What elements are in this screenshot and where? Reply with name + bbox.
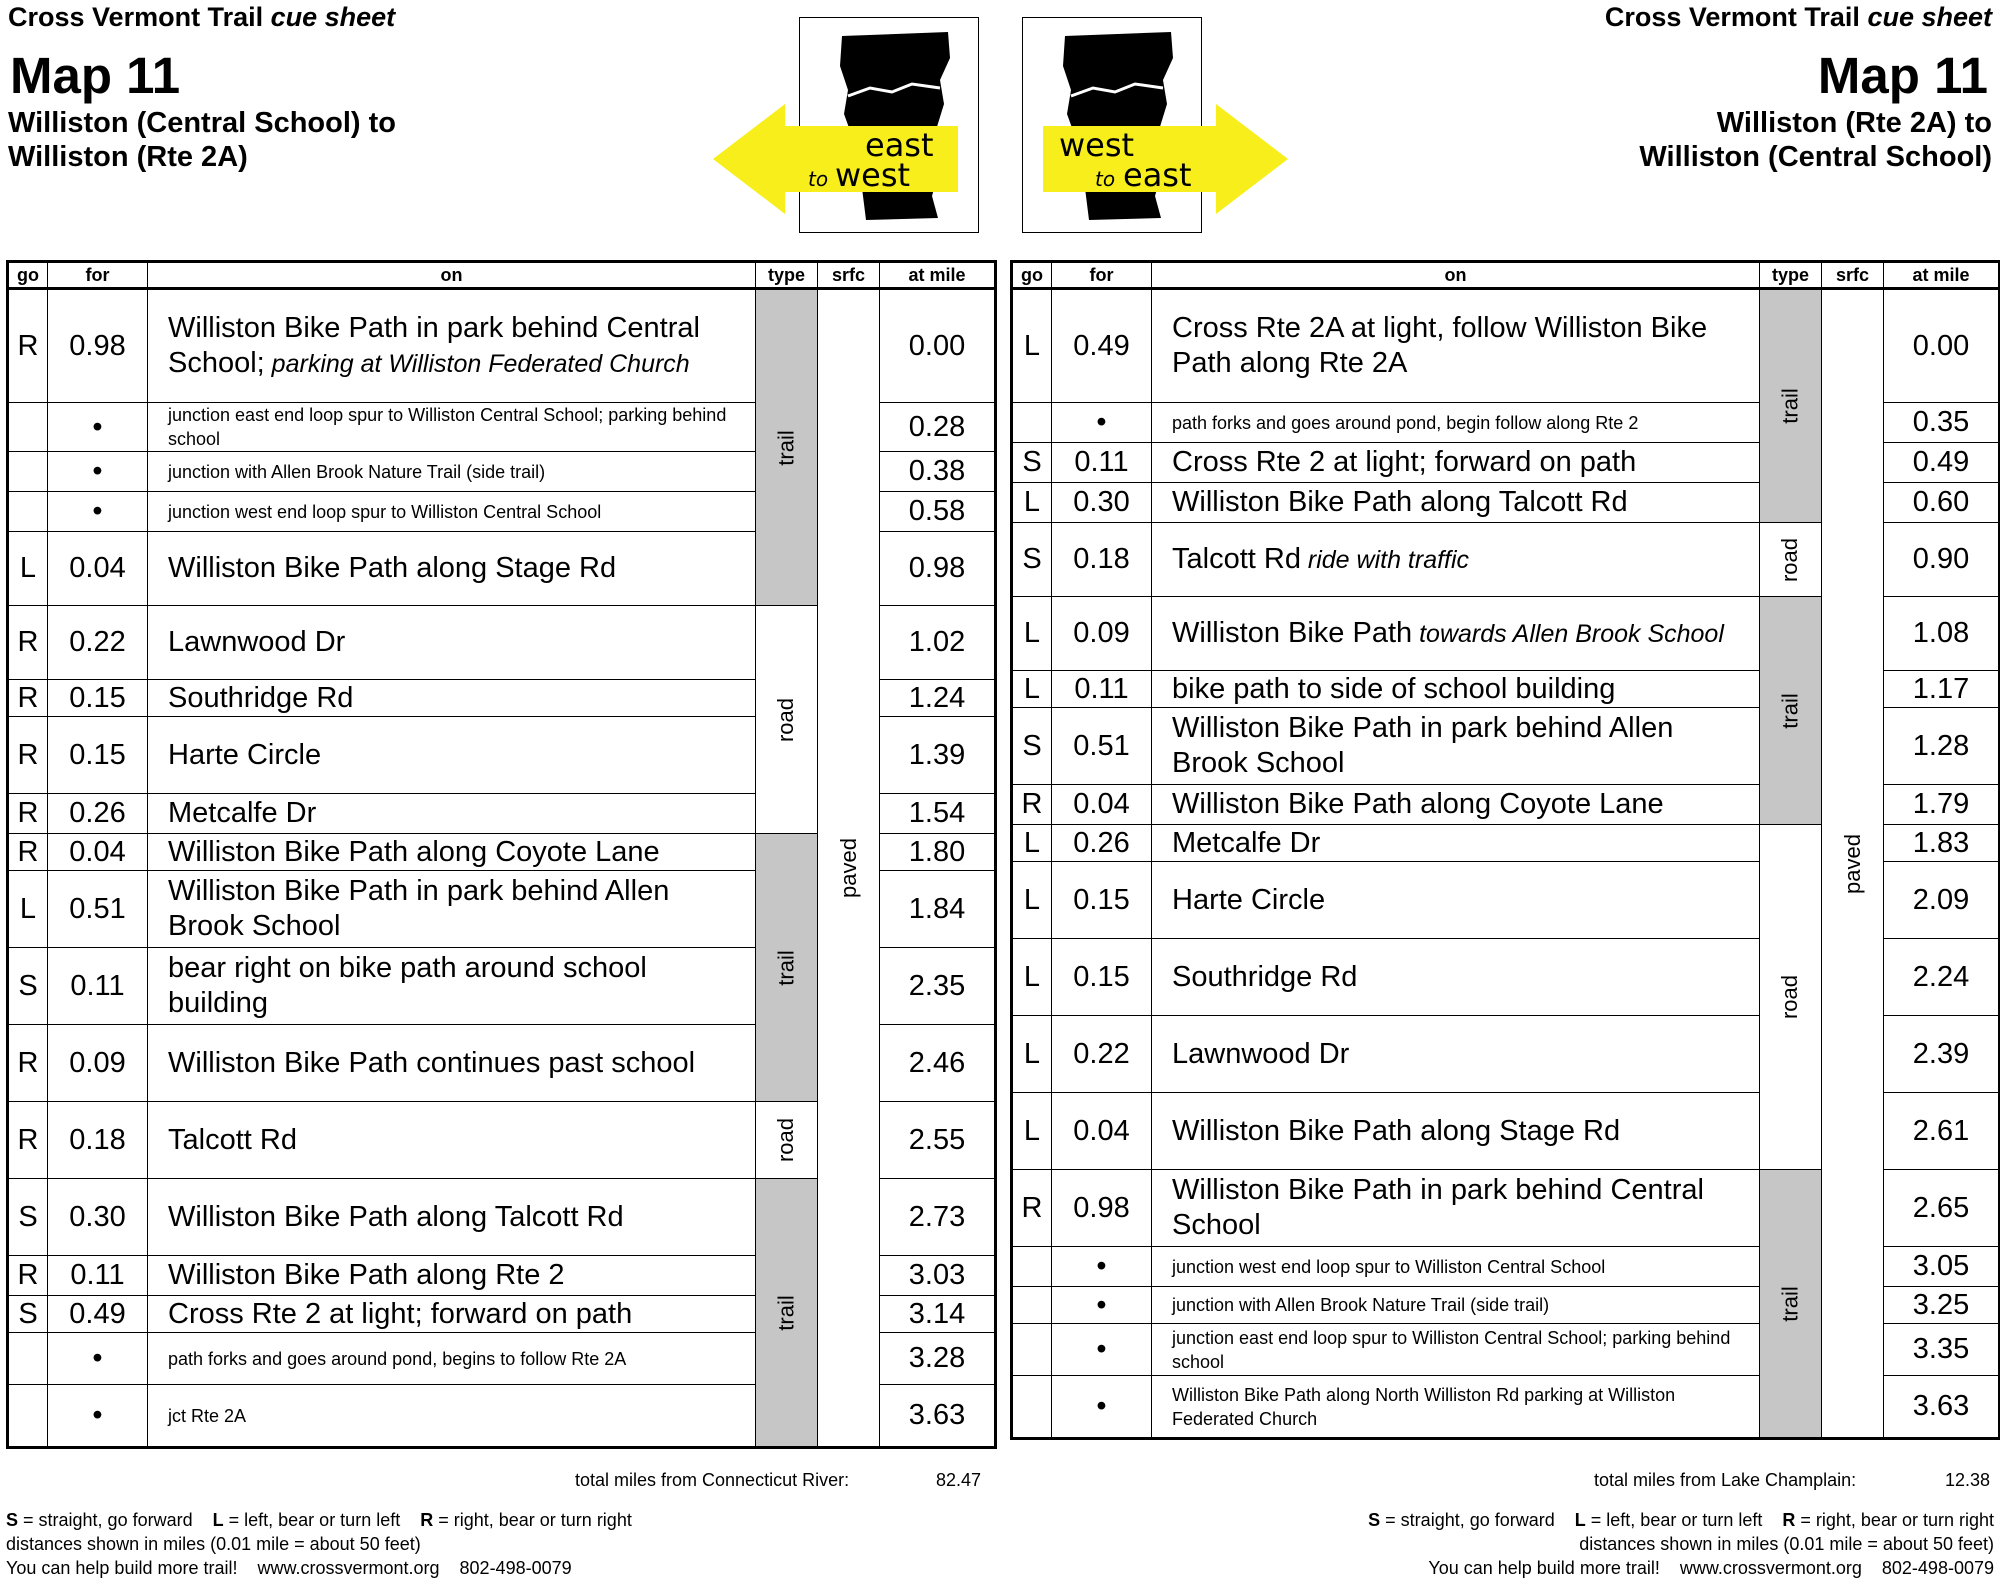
surface-type-cell <box>756 606 818 834</box>
mile-marker-cell: 2.39 <box>1884 1016 2000 1093</box>
route-text: Williston Bike Path along North Williston Rd parking at Williston Federated Church <box>1172 1384 1676 1429</box>
route-text: bike path to side of school building <box>1172 672 1616 705</box>
route-text: Lawnwood Dr <box>168 626 346 658</box>
route-text: Cross Rte 2 at light; forward on path <box>168 1297 633 1330</box>
route-description-cell <box>148 492 756 532</box>
surface-type-cell <box>756 289 818 606</box>
table-row <box>1012 289 2000 403</box>
legend-l-text: = left, bear or turn left <box>223 1510 401 1530</box>
surface-type-cell <box>1760 289 1822 523</box>
mile-marker-cell: 2.73 <box>880 1179 996 1256</box>
route-description-cell <box>148 1025 756 1102</box>
route-description-cell <box>148 403 756 452</box>
route-text: Williston Bike Path along Coyote Lane <box>1172 788 1664 820</box>
route-text: Harte Circle <box>1172 883 1326 916</box>
route-description-cell <box>1152 1324 1760 1376</box>
legend-l-text: = left, bear or turn left <box>1585 1510 1763 1530</box>
mile-marker-cell: 1.84 <box>880 871 996 948</box>
mile-marker-cell: 0.49 <box>1884 443 2000 483</box>
mile-marker-cell: 1.17 <box>1884 671 2000 708</box>
route-description-cell <box>148 794 756 834</box>
mile-marker-cell: 0.38 <box>880 452 996 492</box>
route-text: Williston Bike Path along Coyote Lane <box>168 835 660 868</box>
column-header-go: go <box>1012 262 1052 289</box>
route-text: Lawnwood Dr <box>1172 1037 1350 1070</box>
distance-cell: • <box>1052 1324 1152 1376</box>
right-map-title: Map 11 <box>1817 47 1988 104</box>
route-description-cell <box>148 1296 756 1333</box>
column-header-on: on <box>148 262 756 289</box>
route-text: Talcott Rd <box>1172 542 1301 575</box>
direction-cell: R <box>8 717 48 794</box>
distance-cell: 0.11 <box>1052 671 1152 708</box>
direction-cell <box>1012 1376 1052 1439</box>
route-text: Williston Bike Path along Stage Rd <box>1172 1114 1621 1147</box>
direction-cell: L <box>1012 671 1052 708</box>
mile-marker-cell: 2.09 <box>1884 862 2000 939</box>
route-text: junction with Allen Brook Nature Trail (side trail) <box>168 461 546 482</box>
distance-cell: • <box>1052 1376 1152 1439</box>
route-text: Talcott Rd <box>168 1123 297 1156</box>
distance-cell: • <box>48 452 148 492</box>
mile-marker-cell: 1.08 <box>1884 597 2000 671</box>
legend-s-key: S <box>6 1510 19 1530</box>
distance-cell: 0.15 <box>1052 939 1152 1016</box>
route-description-cell <box>1152 289 1760 403</box>
route-description-cell <box>148 1179 756 1256</box>
direction-cell: S <box>8 948 48 1025</box>
route-description-cell <box>1152 1170 1760 1247</box>
mile-marker-cell: 0.60 <box>1884 483 2000 523</box>
left-map-title: Map 11 <box>10 47 181 104</box>
route-description-cell <box>1152 1287 1760 1324</box>
route-description-cell <box>148 948 756 1025</box>
surface-type-label: road <box>1777 537 1803 582</box>
route-text: Williston Bike Path along Rte 2 <box>168 1259 565 1291</box>
left-total-label: total miles from Connecticut River: <box>575 1470 850 1490</box>
arrow-left-word-bottom: west <box>835 156 911 194</box>
right-subtitle <box>1639 106 1992 174</box>
distance-cell: 0.11 <box>48 948 148 1025</box>
mile-marker-cell: 1.24 <box>880 680 996 717</box>
route-text: Metcalfe Dr <box>168 797 317 829</box>
distance-cell: 0.11 <box>48 1256 148 1296</box>
surface-label: paved <box>835 838 861 898</box>
distance-cell: 0.15 <box>48 680 148 717</box>
distance-cell: • <box>48 1385 148 1448</box>
mile-marker-cell: 2.61 <box>1884 1093 2000 1170</box>
direction-cell <box>1012 1287 1052 1324</box>
mile-marker-cell: 3.35 <box>1884 1324 2000 1376</box>
distance-cell: 0.30 <box>48 1179 148 1256</box>
mile-marker-cell: 2.24 <box>1884 939 2000 1016</box>
direction-cell: L <box>8 871 48 948</box>
direction-cell <box>1012 1247 1052 1287</box>
distance-cell: • <box>1052 1287 1152 1324</box>
distance-cell: 0.49 <box>1052 289 1152 403</box>
direction-cell: R <box>8 794 48 834</box>
distance-cell: • <box>48 403 148 452</box>
route-text: junction east end loop spur to Williston Central School; parking behind school <box>168 405 727 449</box>
route-description-cell <box>1152 939 1760 1016</box>
left-source-title <box>8 2 395 33</box>
route-note: towards Allen Brook School <box>1412 619 1724 648</box>
surface-type-label: road <box>1777 974 1803 1020</box>
route-text: Williston Bike Path in park behind Allen Brook School <box>1172 712 1674 779</box>
direction-cell <box>8 452 48 492</box>
route-text: Metcalfe Dr <box>1172 826 1321 859</box>
mile-marker-cell: 2.65 <box>1884 1170 2000 1247</box>
distance-cell: • <box>1052 1247 1152 1287</box>
direction-cell: S <box>8 1179 48 1256</box>
east-to-west-arrow-icon <box>713 104 958 214</box>
right-legend <box>1368 1508 1994 1580</box>
right-subtitle-line2: Williston (Central School) <box>1639 141 1992 173</box>
distance-cell: 0.26 <box>1052 825 1152 862</box>
surface-type-label: road <box>773 1117 799 1163</box>
mile-marker-cell: 0.35 <box>1884 403 2000 443</box>
arrow-right-word-top: west <box>1059 126 1135 164</box>
route-text: Williston Bike Path <box>1172 616 1413 649</box>
mile-marker-cell: 3.14 <box>880 1296 996 1333</box>
arrow-left-word-top: east <box>865 126 934 164</box>
route-note: ride with traffic <box>1300 545 1470 574</box>
route-text: junction west end loop spur to Williston Central School <box>1172 1256 1606 1277</box>
surface-type-cell <box>1760 1170 1822 1439</box>
mile-marker-cell: 0.98 <box>880 532 996 606</box>
route-description-cell <box>148 717 756 794</box>
route-text: junction west end loop spur to Williston Central School <box>168 501 602 522</box>
distance-cell: 0.15 <box>1052 862 1152 939</box>
route-text: bear right on bike path around school building <box>168 952 647 1019</box>
arrow-right-word-bottom: east <box>1123 156 1192 194</box>
legend-r-text: = right, bear or turn right <box>1795 1510 1994 1530</box>
route-description-cell <box>1152 1093 1760 1170</box>
distance-cell: 0.18 <box>48 1102 148 1179</box>
direction-cell: L <box>1012 1016 1052 1093</box>
route-text: Cross Rte 2 at light; forward on path <box>1172 446 1637 478</box>
distance-cell: 0.18 <box>1052 523 1152 597</box>
mile-marker-cell: 1.79 <box>1884 785 2000 825</box>
right-legend-line2: distances shown in miles (0.01 mile = about 50 feet) <box>1579 1534 1994 1554</box>
direction-cell: L <box>1012 862 1052 939</box>
route-description-cell <box>1152 1376 1760 1439</box>
column-header-for: for <box>48 262 148 289</box>
route-description-cell <box>148 606 756 680</box>
mile-marker-cell: 0.00 <box>1884 289 2000 403</box>
mile-marker-cell: 3.03 <box>880 1256 996 1296</box>
legend-l-key: L <box>1574 1510 1586 1530</box>
route-text: junction with Allen Brook Nature Trail (side trail) <box>1172 1295 1550 1315</box>
left-subtitle-line1: Williston (Central School) to <box>8 107 397 139</box>
route-text: jct Rte 2A <box>168 1405 247 1426</box>
surface-type-label: trail <box>773 429 799 466</box>
legend-s-text: = straight, go forward <box>18 1510 193 1530</box>
distance-cell: • <box>1052 403 1152 443</box>
route-description-cell <box>148 452 756 492</box>
mile-marker-cell: 3.63 <box>880 1385 996 1448</box>
route-description-cell <box>1152 785 1760 825</box>
direction-cell <box>1012 1324 1052 1376</box>
direction-cell: R <box>1012 785 1052 825</box>
column-header-srfc: srfc <box>818 262 880 289</box>
surface-cell <box>1822 289 1884 1439</box>
left-legend-line2: distances shown in miles (0.01 mile = about 50 feet) <box>6 1534 421 1554</box>
mile-marker-cell: 1.39 <box>880 717 996 794</box>
route-description-cell <box>148 1333 756 1385</box>
right-source-name: Cross Vermont Trail <box>1604 2 1860 32</box>
mile-marker-cell: 2.55 <box>880 1102 996 1179</box>
route-description-cell <box>148 1385 756 1448</box>
route-description-cell <box>1152 523 1760 597</box>
mile-marker-cell: 1.02 <box>880 606 996 680</box>
direction-cell: L <box>1012 939 1052 1016</box>
right-legend-line3: You can help build more trail! www.crossvermont.org 802-498-0079 <box>1428 1558 1994 1578</box>
arrow-left-word-to: to <box>808 167 829 191</box>
left-subtitle-line2: Williston (Rte 2A) <box>8 141 248 173</box>
distance-cell: 0.09 <box>48 1025 148 1102</box>
left-source-suffix: cue sheet <box>270 2 396 32</box>
mile-marker-cell: 2.35 <box>880 948 996 1025</box>
left-legend-line1 <box>6 1508 632 1532</box>
legend-r-key: R <box>420 1510 434 1530</box>
column-header-type: type <box>1760 262 1822 289</box>
mile-marker-cell: 1.54 <box>880 794 996 834</box>
direction-cell: R <box>8 1256 48 1296</box>
distance-cell: 0.04 <box>48 834 148 871</box>
arrow-right-word-to: to <box>1095 167 1116 191</box>
route-text: Cross Rte 2A at light, follow Williston Bike Path along Rte 2A <box>1172 312 1708 379</box>
route-text: Williston Bike Path continues past school <box>168 1046 696 1079</box>
left-cue-table <box>6 260 997 1449</box>
column-header-at-mile: at mile <box>880 262 996 289</box>
distance-cell: 0.49 <box>48 1296 148 1333</box>
route-text: path forks and goes around pond, begins to follow Rte 2A <box>168 1348 627 1369</box>
mile-marker-cell: 3.63 <box>1884 1376 2000 1439</box>
direction-cell: S <box>1012 523 1052 597</box>
route-text: Williston Bike Path in park behind Central School; <box>168 311 700 379</box>
distance-cell: 0.22 <box>1052 1016 1152 1093</box>
route-text: junction east end loop spur to Williston Central School; parking behind school <box>1172 1327 1731 1372</box>
direction-cell: L <box>1012 597 1052 671</box>
mile-marker-cell: 3.28 <box>880 1333 996 1385</box>
direction-cell: L <box>1012 1093 1052 1170</box>
route-description-cell <box>1152 1247 1760 1287</box>
route-text: Southridge Rd <box>168 681 354 714</box>
route-description-cell <box>1152 825 1760 862</box>
legend-r-key: R <box>1782 1510 1796 1530</box>
distance-cell: 0.15 <box>48 717 148 794</box>
column-header-on: on <box>1152 262 1760 289</box>
distance-cell: 0.22 <box>48 606 148 680</box>
direction-cell: R <box>8 1025 48 1102</box>
right-source-suffix: cue sheet <box>1867 2 1992 32</box>
direction-cell: L <box>8 532 48 606</box>
route-text: Williston Bike Path in park behind Central School <box>1172 1174 1704 1241</box>
left-source-name: Cross Vermont Trail <box>8 2 264 32</box>
distance-cell: 0.51 <box>1052 708 1152 785</box>
route-description-cell <box>1152 597 1760 671</box>
table-header-row <box>1012 262 2000 289</box>
legend-r-text: = right, bear or turn right <box>433 1510 632 1530</box>
direction-cell: R <box>8 1102 48 1179</box>
column-header-type: type <box>756 262 818 289</box>
route-description-cell <box>148 1256 756 1296</box>
surface-type-label: road <box>773 697 799 742</box>
west-to-east-arrow-icon <box>1043 104 1288 214</box>
direction-cell <box>8 1333 48 1385</box>
surface-type-cell <box>1760 523 1822 597</box>
route-description-cell <box>1152 1016 1760 1093</box>
direction-cell: R <box>8 606 48 680</box>
legend-s-key: S <box>1368 1510 1381 1530</box>
surface-type-label: trail <box>773 1294 799 1331</box>
distance-cell: • <box>48 492 148 532</box>
direction-cell: R <box>1012 1170 1052 1247</box>
direction-cell <box>8 403 48 452</box>
column-header-for: for <box>1052 262 1152 289</box>
route-description-cell <box>1152 443 1760 483</box>
surface-type-cell <box>1760 825 1822 1170</box>
route-description-cell <box>1152 708 1760 785</box>
mile-marker-cell: 1.80 <box>880 834 996 871</box>
distance-cell: 0.98 <box>48 289 148 403</box>
table-header-row <box>8 262 996 289</box>
right-total-value: 12.38 <box>1945 1470 1991 1490</box>
mile-marker-cell: 3.05 <box>1884 1247 2000 1287</box>
surface-type-label: trail <box>1777 692 1803 729</box>
direction-cell: S <box>8 1296 48 1333</box>
route-text: Williston Bike Path along Talcott Rd <box>1172 486 1628 518</box>
route-text: path forks and goes around pond, begin follow along Rte 2 <box>1172 412 1639 433</box>
distance-cell: 0.04 <box>48 532 148 606</box>
direction-cell <box>8 492 48 532</box>
route-note: parking at Williston Federated Church <box>264 349 690 378</box>
route-description-cell <box>1152 671 1760 708</box>
right-cue-table <box>1010 260 2000 1440</box>
distance-cell: 0.04 <box>1052 1093 1152 1170</box>
route-text: Williston Bike Path in park behind Allen Brook School <box>168 875 670 942</box>
direction-cell <box>1012 403 1052 443</box>
mile-marker-cell: 0.00 <box>880 289 996 403</box>
column-header-go: go <box>8 262 48 289</box>
route-description-cell <box>1152 483 1760 523</box>
right-total-label: total miles from Lake Champlain: <box>1594 1470 1857 1490</box>
route-text: Southridge Rd <box>1172 960 1358 993</box>
direction-cell <box>8 1385 48 1448</box>
left-legend <box>6 1508 632 1580</box>
distance-cell: 0.04 <box>1052 785 1152 825</box>
distance-cell: 0.11 <box>1052 443 1152 483</box>
route-description-cell <box>148 1102 756 1179</box>
mile-marker-cell: 3.25 <box>1884 1287 2000 1324</box>
distance-cell: 0.98 <box>1052 1170 1152 1247</box>
mile-marker-cell: 1.28 <box>1884 708 2000 785</box>
route-description-cell <box>1152 403 1760 443</box>
right-legend-line1 <box>1368 1508 1994 1532</box>
mile-marker-cell: 2.46 <box>880 1025 996 1102</box>
direction-cell: S <box>1012 443 1052 483</box>
surface-type-cell <box>756 834 818 1102</box>
distance-cell: 0.26 <box>48 794 148 834</box>
route-description-cell <box>148 680 756 717</box>
right-source-title <box>1605 2 1992 33</box>
left-total-value: 82.47 <box>936 1470 982 1490</box>
route-text: Harte Circle <box>168 738 322 771</box>
route-description-cell <box>148 532 756 606</box>
surface-type-label: trail <box>773 949 799 986</box>
distance-cell: 0.30 <box>1052 483 1152 523</box>
column-header-srfc: srfc <box>1822 262 1884 289</box>
mile-marker-cell: 0.58 <box>880 492 996 532</box>
direction-cell: L <box>1012 825 1052 862</box>
distance-cell: 0.09 <box>1052 597 1152 671</box>
route-description-cell <box>1152 862 1760 939</box>
mile-marker-cell: 0.90 <box>1884 523 2000 597</box>
distance-cell: • <box>48 1333 148 1385</box>
direction-cell: L <box>1012 289 1052 403</box>
legend-s-text: = straight, go forward <box>1380 1510 1555 1530</box>
route-text: Williston Bike Path along Stage Rd <box>168 552 617 584</box>
surface-type-cell <box>756 1179 818 1448</box>
legend-l-key: L <box>212 1510 224 1530</box>
right-subtitle-line1: Williston (Rte 2A) to <box>1716 107 1992 139</box>
surface-type-label: trail <box>1777 388 1803 424</box>
route-description-cell <box>148 871 756 948</box>
left-subtitle <box>8 106 396 174</box>
direction-cell: R <box>8 680 48 717</box>
mile-marker-cell: 1.83 <box>1884 825 2000 862</box>
surface-type-cell <box>756 1102 818 1179</box>
table-row <box>8 289 996 403</box>
surface-cell <box>818 289 880 1448</box>
surface-type-label: trail <box>1777 1285 1803 1322</box>
distance-cell: 0.51 <box>48 871 148 948</box>
column-header-at-mile: at mile <box>1884 262 2000 289</box>
direction-cell: R <box>8 289 48 403</box>
route-text: Williston Bike Path along Talcott Rd <box>168 1200 624 1233</box>
direction-cell: S <box>1012 708 1052 785</box>
left-legend-line3: You can help build more trail! www.crossvermont.org 802-498-0079 <box>6 1558 572 1578</box>
direction-cell: L <box>1012 483 1052 523</box>
route-description-cell <box>148 834 756 871</box>
direction-cell: R <box>8 834 48 871</box>
mile-marker-cell: 0.28 <box>880 403 996 452</box>
surface-label: paved <box>1839 833 1865 894</box>
surface-type-cell <box>1760 597 1822 825</box>
route-description-cell <box>148 289 756 403</box>
